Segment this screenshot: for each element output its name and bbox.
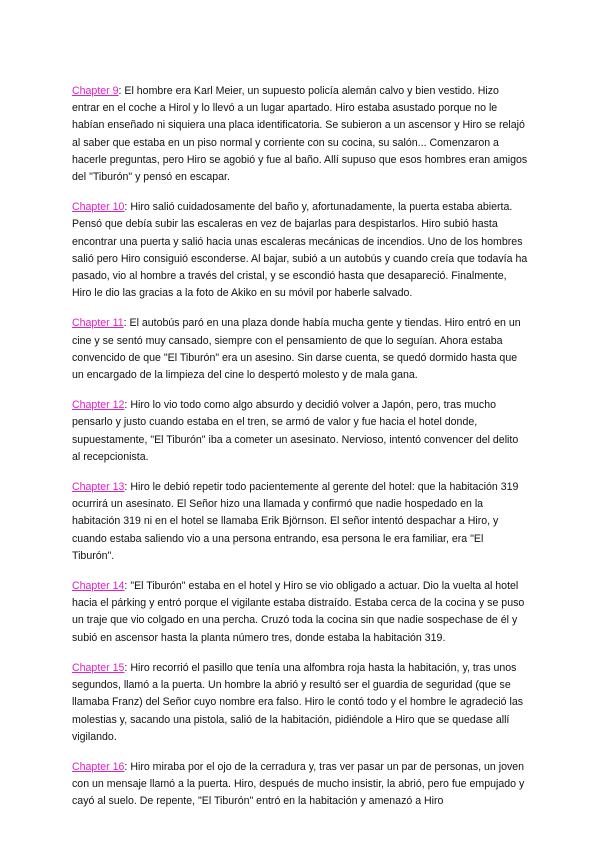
chapter-11-summary: El autobús paró en una plaza donde había mucha gente y tiendas. Hiro entró en un cine y se sentó muy cansado, siempre con el pensamiento de que lo seguían. Ahora estaba convencido de que "El Tiburón" era un asesino. Sin darse cuenta, se quedó dormido hasta que un encargado de la limpieza del cine lo despertó molesto y de mala gana. [72, 317, 521, 382]
paragraph-chapter-9 [72, 83, 528, 186]
chapter-16-summary: Hiro miraba por el ojo de la cerradura y, tras ver pasar un par de personas, un joven con un mensaje llamó a la puerta. Hiro, después de mucho insistir, la abrió, pero fue empujado y cayó al suelo. De repente, "El Tiburón" entró en la habitación y amenazó a Hiro [72, 760, 525, 808]
chapter-14-summary: "El Tiburón" estaba en el hotel y Hiro se vio obligado a actuar. Dio la vuelta al hotel hacia el párking y entró porque el vigilante estaba distraído. Estaba cerca de la cocina y se puso un traje que vio colgado en una percha. Cruzó toda la cocina sin que nadie sospechase de él y subió en ascensor hasta la planta número tres, donde estaba la habitación 319. [72, 580, 525, 644]
paragraph-chapter-14 [72, 578, 528, 647]
chapter-14-link[interactable]: Chapter 14 [72, 580, 125, 593]
paragraph-chapter-12 [72, 397, 528, 466]
chapter-9-summary: El hombre era Karl Meier, un supuesto policía alemán calvo y bien vestido. Hizo entrar en el coche a Hirol y lo llevó a un lugar apartado. Hiro estaba asustado porque no le habían enseñado ni siquiera una placa identificatoria. Se subieron a un ascensor y Hiro se relajó al saber que estaba en un piso normal y corriente con su cocina, su salón... Comenzaron a hacerle preguntas, pero Hiro se agobió y fue al baño. Allí supuso que esos hombres eran amigos del "Tiburón" y pensó en escapar. [72, 85, 528, 184]
chapter-12-link[interactable]: Chapter 12 [72, 399, 125, 412]
chapter-16-link[interactable]: Chapter 16 [72, 760, 125, 773]
paragraph-chapter-10 [72, 199, 528, 302]
chapter-13-link[interactable]: Chapter 13 [72, 481, 125, 494]
chapter-15-link[interactable]: Chapter 15 [72, 661, 125, 674]
chapter-9-link[interactable]: Chapter 9 [72, 85, 119, 97]
paragraph-chapter-11 [72, 315, 528, 384]
separator: : [124, 481, 131, 494]
paragraph-chapter-16 [72, 759, 528, 811]
separator: : [124, 201, 131, 214]
paragraph-chapter-15 [72, 660, 528, 746]
chapter-10-summary: Hiro salió cuidadosamente del baño y, afortunadamente, la puerta estaba abierta. Pensó que debía subir las escaleras en vez de bajarlas para despistarlos. Hiro subió hasta encontrar una puerta y salió hacia unas escaleras mecánicas de incendios. Uno de los hombres salió pero Hiro consiguió esconderse. Al bajar, subió a un autobús y cuando creía que todavía ha pasado, vio al hombre a través del cristal, y se escondió hasta que desapareció. Finalmente, Hiro le dio las gracias a la foto de Akiko en su móvil por haberle salvado. [72, 201, 528, 300]
separator: : [123, 317, 130, 330]
chapter-12-summary: Hiro lo vio todo como algo absurdo y decidió volver a Japón, pero, tras mucho pensarlo y justo cuando estaba en el tren, se armó de valor y fue hacia el hotel donde, supuestamente, "El Tiburón" iba a cometer un asesinato. Nervioso, intentó convencer del delito al recepcionista. [72, 399, 519, 463]
separator: : [124, 760, 131, 773]
separator: : [124, 399, 131, 412]
separator: : [124, 580, 131, 593]
document-page [72, 83, 528, 824]
chapter-15-summary: Hiro recorrió el pasillo que tenía una alfombra roja hasta la habitación, y, tras unos segundos, llamó a la puerta. Un hombre la abrió y resultó ser el guardia de seguridad (que se llamaba Franz) del Señor cuyo nombre era falso. Hiro le contó todo y el hombre le agradeció las molestias y, sacando una pistola, salió de la habitación, pidiéndole a Hiro que se quedase allí vigilando. [72, 661, 524, 743]
chapter-11-link[interactable]: Chapter 11 [72, 317, 124, 330]
paragraph-chapter-13 [72, 479, 528, 565]
separator: : [124, 661, 131, 674]
separator: : [118, 85, 125, 97]
chapter-10-link[interactable]: Chapter 10 [72, 201, 125, 214]
chapter-13-summary: Hiro le debió repetir todo pacientemente al gerente del hotel: que la habitación 319 ocurrirá un asesinato. El Señor hizo una llamada y confirmó que nadie hospedado en la habitación 319 ni en el hotel se llamaba Erik Björnson. El señor intentó despachar a Hiro, y cuando estaba saliendo vio a una persona entrando, esa persona le era familiar, era "El Tiburón". [72, 481, 519, 562]
